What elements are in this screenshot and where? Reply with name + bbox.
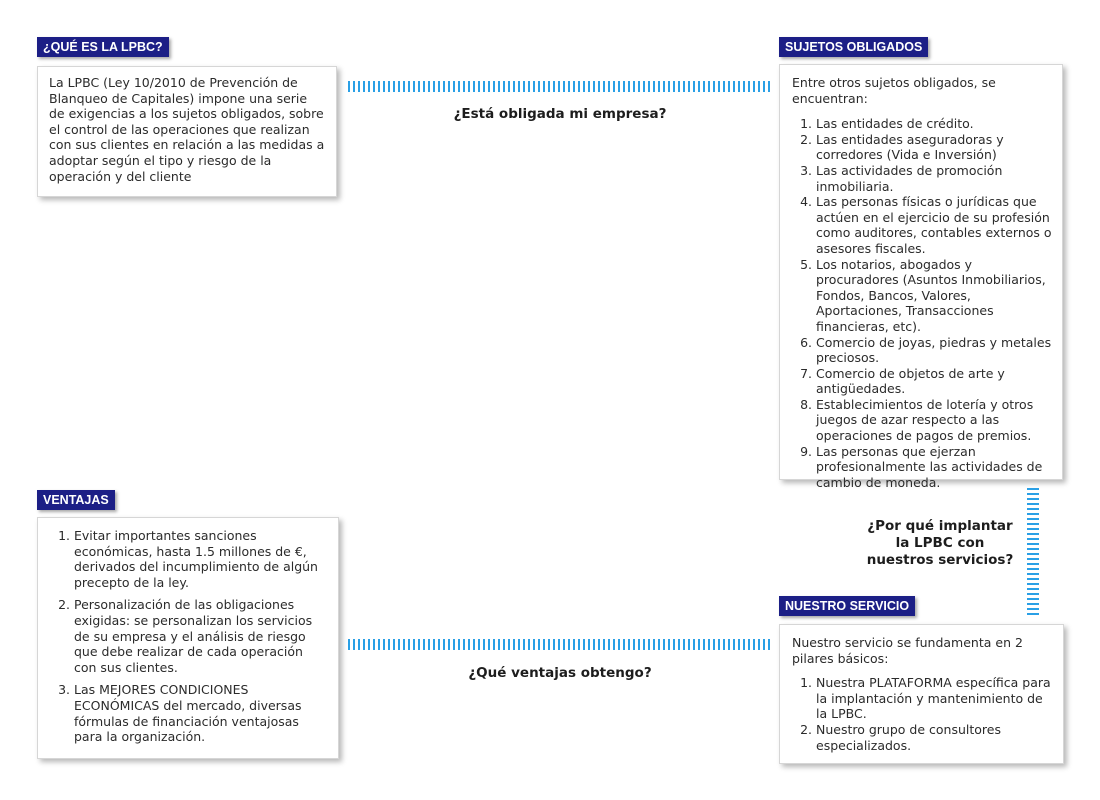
connector-bottom — [348, 639, 773, 650]
question-por-que: ¿Por qué implantar la LPBC con nuestros servicios? — [866, 518, 1014, 568]
sujetos-obligados-tag: SUJETOS OBLIGADOS — [779, 37, 928, 57]
sujetos-intro: Entre otros sujetos obligados, se encuentran: — [792, 75, 996, 106]
connector-top — [348, 81, 773, 92]
que-es-lpbc-tag: ¿QUÉ ES LA LPBC? — [37, 37, 169, 57]
sujetos-item: 4. Las personas físicas o jurídicas que actúen en el ejercicio de su profesión como auditores, contables externos o asesores fiscales. — [816, 194, 1054, 256]
sujetos-item: 2. Las entidades aseguradoras y corredores (Vida e Inversión) — [816, 132, 1054, 163]
sujetos-item: 1. Las entidades de crédito. — [816, 116, 1054, 132]
que-es-lpbc-card — [37, 66, 337, 197]
servicio-intro: Nuestro servicio se fundamenta en 2 pilares básicos: — [792, 635, 1023, 666]
ventajas-item: 2. Personalización de las obligaciones exigidas: se personalizan los servicios de su empresa y el análisis de riesgo que debe realizar de cada operación con sus clientes. — [74, 597, 328, 675]
question-ventajas: ¿Qué ventajas obtengo? — [468, 665, 652, 681]
ventajas-card — [37, 517, 339, 759]
sujetos-item: 5. Los notarios, abogados y procuradores (Asuntos Inmobiliarios, Fondos, Bancos, Valores, Aportaciones, Transacciones financieras, etc). — [816, 257, 1054, 335]
ventajas-tag: VENTAJAS — [37, 490, 115, 510]
sujetos-list — [792, 116, 1054, 490]
question-obligada: ¿Está obligada mi empresa? — [453, 106, 667, 122]
servicio-item: 2. Nuestro grupo de consultores especializados. — [816, 722, 1055, 753]
ventajas-list — [42, 528, 328, 745]
servicio-item: 1. Nuestra PLATAFORMA específica para la implantación y mantenimiento de la LPBC. — [816, 675, 1055, 722]
ventajas-item: 3. Las MEJORES CONDICIONES ECONÓMICAS del mercado, diversas fórmulas de financiación ventajosas para la organización. — [74, 682, 328, 744]
sujetos-item: 3. Las actividades de promoción inmobiliaria. — [816, 163, 1054, 194]
servicio-list — [792, 675, 1055, 753]
sujetos-item: 7. Comercio de objetos de arte y antigüedades. — [816, 366, 1054, 397]
sujetos-item: 8. Establecimientos de lotería y otros juegos de azar respecto a las operaciones de pagos de premios. — [816, 397, 1054, 444]
que-es-lpbc-text: La LPBC (Ley 10/2010 de Prevención de Blanqueo de Capitales) impone una serie de exigencias a los sujetos obligados, sobre el control de las operaciones que realizan con sus clientes en relación a las medidas a adoptar según el tipo y riesgo de la operación y del cliente — [49, 75, 325, 184]
nuestro-servicio-card — [779, 624, 1064, 764]
sujetos-item: 9. Las personas que ejerzan profesionalmente las actividades de cambio de moneda. — [816, 444, 1054, 491]
ventajas-item: 1. Evitar importantes sanciones económicas, hasta 1.5 millones de €, derivados del incumplimiento de algún precepto de la ley. — [74, 528, 328, 590]
connector-right — [1027, 488, 1039, 615]
sujetos-obligados-card — [779, 64, 1063, 490]
nuestro-servicio-tag: NUESTRO SERVICIO — [779, 596, 915, 616]
sujetos-item: 6. Comercio de joyas, piedras y metales preciosos. — [816, 335, 1054, 366]
